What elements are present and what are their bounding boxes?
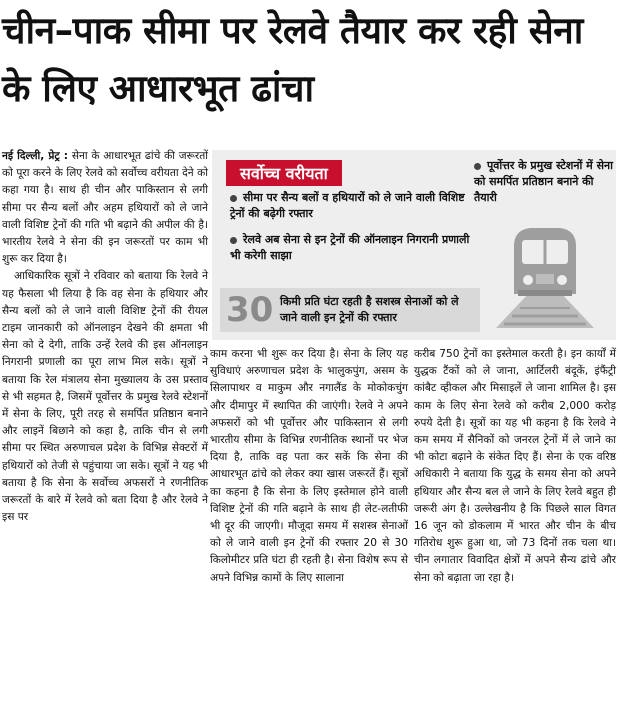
article-column-1 [2,148,208,526]
box-heading: सर्वोच्च वरीयता [226,160,342,186]
paragraph: करीब 750 ट्रेनों का इस्तेमाल करती है। इन कार्यों में युद्धक टैंकों को ले जाना, आर्टिलरी बंदूकें, इंफैंट्री कांबैट व्हीकल और मिसाइलें ले जाना शामिल है। इस काम के लिए सेना रेलवे को करीब 2,000 करोड़ रुपये देती है। सूत्रों का यह भी कहना है कि रेलवे ने कम समय में सैनिकों को जनरल ट्रेनों में ले जाने का भी कोटा बढ़ाने के संकेत दिए हैं। सेना के एक वरिष्ठ अधिकारी ने बताया कि युद्ध के समय सेना को अपने हथियार और सैन्य बल ले जाने के लिए रेलवे बहुत ही जरूरी अंग है। उल्लेखनीय है कि पिछले साल विगत 16 जून को डोकलाम में भारत और चीन के बीच गतिरोध शुरू हुआ था, जो 73 दिनों तक चला था। चीन लगातार विवादित क्षेत्रों में अपने सैन्य ढांचे और सेना को बढ़ाता जा रहा है। [414,348,616,584]
box-bullet [474,158,614,206]
paragraph [2,148,208,268]
stat-text: किमी प्रति घंटा रहती है सशस्त्र सेनाओं को ले जाने वाली इन ट्रेनों की रफ्तार [280,295,459,324]
dateline: नई दिल्ली, प्रेट्र : [2,150,69,162]
headline: चीन–पाक सीमा पर रेलवे तैयार कर रही सेना के लिए आधारभूत ढांचा [2,9,583,110]
stat-number: 30 [226,290,274,330]
paragraph-text: सेना के आधारभूत ढांचे की जरूरतों को पूरा करने के लिए रेलवे को सर्वोच्च वरीयता देने को कहा गया है। साथ ही चीन और पाकिस्तान से लगी सीमा पर सैन्य बलों और अहम हथियारों को ले जाने वाली विशिष्ट ट्रेनों की गति भी बढ़ाने की अपील की है। भारतीय रेलवे ने सेना की इन जरूरतों पर काम भी शुरू कर दिया है। [2,150,208,266]
paragraph: आधिकारिक सूत्रों ने रविवार को बताया कि रेलवे ने यह फैसला भी लिया है कि वह सेना के हथियार और सैन्य बलों को ले जाने वाली विशिष्ट ट्रेनों की रीयल टाइम जानकारी को ऑनलाइन देखने की क्षमता भी सेना को दे देगी, ताकि उन्हें रेलवे की इस ऑनलाइन निगरानी प्रणाली का पूरा लाभ मिल सके। सूत्रों ने बताया कि रेल मंत्रालय सेना मुख्यालय के उस प्रस्ताव से भी सहमत है, जिसमें पूर्वोत्तर के प्रमुख रेलवे स्टेशनों में सेना के लिए, पूरी तरह से समर्पित प्रतिष्ठान बनाने और लाइनें बिछाने को कहा है, ताकि चीन से लगी सीमा पर स्थित अरुणाचल प्रदेश के विभिन्न सेक्टरों में हथियारों को तेजी से पहुंचाया जा सके। सूत्रों ने यह भी बताया है कि सेना के सर्वोच्च अफसरों ने रणनीतिक जरूरतों के बारे में रेलवे को बता दिया है और रेलवे ने इस पर [2,270,208,524]
article-column-2 [210,346,408,587]
bullet-text: सीमा पर सैन्य बलों व हथियारों को ले जाने वाली विशिष्ट ट्रेनों की बढ़ेगी रफ्तार [230,191,465,220]
stat-bar [220,288,480,332]
train-icon [474,222,616,328]
bullet-icon [230,195,237,202]
article-column-3 [414,346,616,587]
bullet-text: रेलवे अब सेना से इन ट्रेनों की ऑनलाइन निगरानी प्रणाली भी करेगी साझा [230,233,470,262]
box-bullet [230,190,470,222]
paragraph: काम करना भी शुरू कर दिया है। सेना के लिए यह सुविधाएं अरुणाचल प्रदेश के भालुकपुंग, असम के सिलापाथर व माकुम और नगालैंड के मोकोकचुंग और दीमापुर में स्थापित की जाएंगी। रेलवे ने अपने अफसरों को भी पूर्वोत्तर और पाकिस्तान से लगी भारतीय सीमा के विभिन्न रणनीतिक स्थानों पर भेज दिया है, ताकि वह पता कर सकें कि सेना की आधारभूत ढांचे को लेकर क्या खास जरूरतें हैं। सूत्रों का कहना है कि सेना के लिए इस्तेमाल होने वाली विशिष्ट ट्रेनों की गति बढ़ाने के साथ ही लेट-लतीफी भी दूर की जाएगी। मौजूदा समय में सशस्त्र सेनाओं को ले जाने वाली इन ट्रेनों की रफ्तार 20 से 30 किलोमीटर प्रति घंटा ही रहती है। सेना विशेष रूप से अपने विभिन्न कामों के लिए सालाना [210,348,408,584]
bullet-icon [474,163,481,170]
bullet-icon [230,237,237,244]
bullet-text: पूर्वोत्तर के प्रमुख स्टेशनों में सेना को समर्पित प्रतिष्ठान बनाने की तैयारी [474,159,613,204]
highlight-box [212,150,616,340]
box-bullet [230,232,470,264]
